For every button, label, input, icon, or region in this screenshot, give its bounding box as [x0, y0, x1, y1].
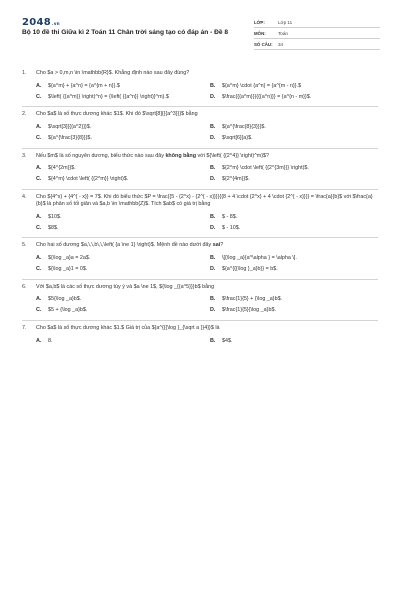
- question-list: [22, 66, 378, 350]
- option-letter: A.: [36, 165, 42, 172]
- option-text: ${a^m} + {a^n} = {a^{m + n}}.$: [48, 82, 120, 89]
- option-d[interactable]: [210, 135, 378, 143]
- question-emphasis: sai: [212, 242, 221, 249]
- option-letter: A.: [36, 255, 42, 262]
- option-text: $10$.: [48, 213, 62, 220]
- option-letter: B.: [210, 296, 216, 303]
- options: [22, 124, 378, 143]
- question-number: 2.: [22, 111, 27, 118]
- option-letter: D.: [210, 176, 216, 183]
- question-number: 4.: [22, 193, 27, 200]
- option-letter: A.: [36, 213, 42, 220]
- page-header: [22, 14, 378, 58]
- option-d[interactable]: [210, 224, 378, 232]
- exam-meta: [254, 17, 380, 50]
- option-text: ${a^{{{\log }_a}b}} = b$.: [222, 266, 278, 273]
- question-text-part: Cho ${4^x} + {4^{ - x}} = 7$. Khi đó biểu thức $P = \frac{{5 - {2^x} - {2^{ - x}}}}{{8 + 4 \cdot {2^x} + 4 \cdot {2^{ - x}}}} = \frac{a}{b}$ với $\frac{a}{b}$ là phân số tối giản và $a,b \in \mathbb{Z}$. Tích $ab$ có giá trị bằng: [36, 193, 373, 208]
- option-c[interactable]: [36, 307, 204, 315]
- option-c[interactable]: [36, 93, 204, 101]
- option-a[interactable]: [36, 82, 204, 90]
- meta-value: 34: [278, 41, 284, 47]
- option-text: ${a^{\frac{3}{8}}}$.: [48, 134, 92, 141]
- site-logo[interactable]: [22, 16, 60, 30]
- question-number: 6.: [22, 283, 27, 290]
- option-c[interactable]: [36, 266, 204, 274]
- option-text: $ - 10$.: [222, 224, 241, 231]
- option-letter: C.: [36, 176, 42, 183]
- option-text: $4$.: [222, 337, 233, 344]
- option-a[interactable]: [36, 124, 204, 132]
- option-letter: B.: [210, 337, 216, 344]
- question-text: [36, 284, 378, 291]
- meta-value: Toán: [278, 30, 288, 36]
- option-b[interactable]: [210, 255, 378, 263]
- question-text-part: Cho $a$ là số thực dương khác $1.$ Giá trị của ${a^{{{\log }_{\sqrt a }}4}}$ là: [36, 325, 220, 332]
- option-d[interactable]: [210, 307, 378, 315]
- option-text: $\frac{1}{5}{\log _a}b$.: [222, 307, 276, 314]
- option-letter: A.: [36, 82, 42, 89]
- option-text: \[{\log _a}{a^\alpha } = \alpha \].: [222, 255, 297, 262]
- logo-suffix: .vn: [52, 21, 60, 26]
- option-text: ${2^m} \cdot \left( {{2^{3m}}} \right)$.: [222, 165, 309, 172]
- question-text: [36, 111, 378, 118]
- option-letter: B.: [210, 123, 216, 130]
- option-letter: C.: [36, 224, 42, 231]
- question-text-part: Với $a,b$ là các số thực dương tùy ý và $a \ne 1$, ${\log _{{a^5}}}b$ bằng: [36, 283, 215, 290]
- question-text-part: Cho $a$ là số thực dương khác $1$. Khi đó $\sqrt[8]{{{a^3}}}$ bằng: [36, 111, 198, 118]
- question-number: 1.: [22, 70, 27, 76]
- option-text: $\left( {{a^m}} \right)^n} = {\left( {{a^n}} \right)}^m}.$: [48, 93, 169, 100]
- option-letter: A.: [36, 123, 42, 130]
- option-letter: D.: [210, 224, 216, 231]
- option-letter: D.: [210, 307, 216, 314]
- question-text-part: Cho $a > 0,m,n \in \mathbb{R}$. Khẳng định nào sau đây đúng?: [36, 70, 190, 76]
- option-b[interactable]: [210, 124, 378, 132]
- option-a[interactable]: [36, 165, 204, 173]
- option-text: ${a^m} \cdot {a^n} = {a^{m - n}}.$: [222, 82, 302, 89]
- option-text: $\sqrt[3]{{{a^2}}}$.: [48, 123, 92, 130]
- option-letter: C.: [36, 307, 42, 314]
- exam-title: Bộ 10 đề thi Giữa kì 2 Toán 11 Chân trời sáng tạo có đáp án - Đề 8: [22, 29, 229, 36]
- option-b[interactable]: [210, 213, 378, 221]
- option-text: 8.: [48, 337, 53, 344]
- option-text: ${4^{2m}}$.: [48, 165, 76, 172]
- option-letter: C.: [36, 266, 42, 273]
- options: [22, 255, 378, 274]
- option-letter: A.: [36, 296, 42, 303]
- option-letter: D.: [210, 266, 216, 273]
- option-text: $\frac{{{a^m}}}{{{a^n}}} = {a^{n - m}}$.: [222, 93, 312, 100]
- option-letter: B.: [210, 82, 216, 89]
- option-text: $8$.: [48, 224, 59, 231]
- option-c[interactable]: [36, 224, 204, 232]
- option-b[interactable]: [210, 82, 378, 90]
- meta-row-question-count: [254, 39, 380, 50]
- option-text: $\frac{1}{5} + {\log _a}b$.: [222, 296, 283, 303]
- option-text: ${\log _a}1 = 0$.: [48, 266, 88, 273]
- option-letter: C.: [36, 93, 42, 100]
- question-4: [22, 190, 378, 239]
- meta-label: SỐ CÂU:: [254, 42, 273, 48]
- options: [22, 82, 378, 101]
- options: [22, 296, 378, 315]
- option-text: ${\log _a}a = 2a$.: [48, 255, 91, 262]
- meta-label: LỚP:: [254, 20, 265, 26]
- option-b[interactable]: [210, 165, 378, 173]
- options: [22, 165, 378, 184]
- option-letter: C.: [36, 134, 42, 141]
- meta-row-subject: [254, 28, 380, 39]
- option-text: $5 + {\log _a}b$.: [48, 307, 88, 314]
- question-6: [22, 280, 378, 321]
- logo-text: 2048: [22, 17, 52, 28]
- option-b[interactable]: [210, 337, 378, 345]
- option-letter: B.: [210, 165, 216, 172]
- option-c[interactable]: [36, 176, 204, 184]
- option-text: $ - 8$.: [222, 213, 238, 220]
- question-text-part: Cho hai số dương $a,\,\,b\,\,\left( {a \ne 1} \right)$. Mệnh đề nào dưới đây: [36, 242, 213, 249]
- question-3: [22, 149, 378, 190]
- option-text: ${2^{4m}}$.: [222, 176, 250, 183]
- question-number: 7.: [22, 325, 27, 332]
- question-number: 3.: [22, 152, 27, 159]
- option-a[interactable]: [36, 255, 204, 263]
- options: [22, 337, 378, 345]
- option-b[interactable]: [210, 296, 378, 304]
- question-text-part: Nếu $m$ là số nguyên dương, biểu thức nào sau đây: [36, 152, 166, 159]
- option-c[interactable]: [36, 135, 204, 143]
- option-d[interactable]: [210, 266, 378, 274]
- question-7: [22, 321, 378, 350]
- option-letter: A.: [36, 337, 42, 344]
- options: [22, 213, 378, 232]
- question-text: [36, 153, 378, 160]
- question-5: [22, 238, 378, 279]
- option-a[interactable]: [36, 213, 204, 221]
- question-number: 5.: [22, 242, 27, 249]
- question-2: [22, 107, 378, 148]
- option-letter: B.: [210, 255, 216, 262]
- question-text-part: ?: [220, 242, 224, 249]
- question-text: [36, 325, 378, 332]
- option-a[interactable]: [36, 337, 204, 345]
- question-text-part: với ${\left( {{2^4}} \right)^m}$?: [195, 152, 270, 159]
- option-text: $\sqrt[6]{a}$.: [222, 134, 253, 141]
- option-text: ${4^m} \cdot \left( {{2^m}} \right)$.: [48, 176, 129, 183]
- option-letter: B.: [210, 213, 216, 220]
- question-text: [36, 70, 378, 77]
- question-emphasis: không bằng: [165, 152, 196, 159]
- option-text: $5{\log _a}b$.: [48, 296, 82, 303]
- question-text: [36, 194, 378, 209]
- meta-value: Lớp 11: [278, 19, 293, 25]
- option-letter: D.: [210, 134, 216, 141]
- question-1: [22, 66, 378, 107]
- option-text: ${a^{\frac{8}{3}}}$.: [222, 123, 266, 130]
- meta-row-class: [254, 17, 380, 28]
- option-a[interactable]: [36, 296, 204, 304]
- option-letter: D.: [210, 93, 216, 100]
- option-d[interactable]: [210, 176, 378, 184]
- meta-label: MÔN:: [254, 31, 266, 37]
- option-d[interactable]: [210, 93, 378, 101]
- question-text: [36, 242, 378, 249]
